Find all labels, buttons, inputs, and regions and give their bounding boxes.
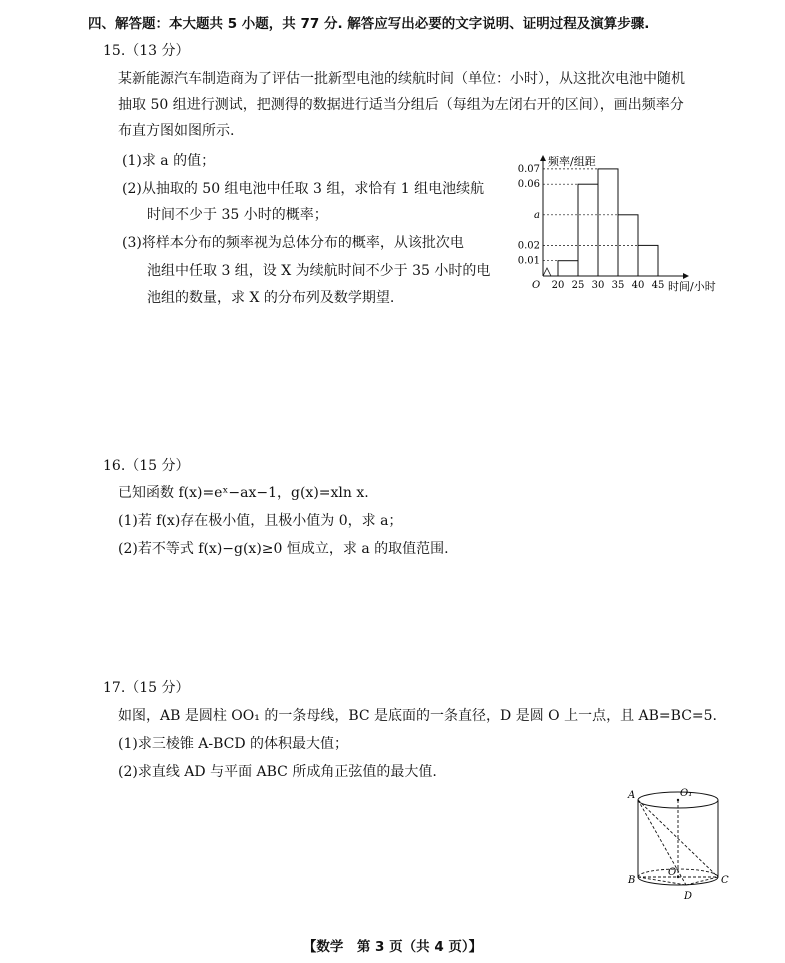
page-footer: 【数学 第 3 页（共 4 页）】 [302,939,483,955]
y-tick-label-4: 0.02 [517,240,540,252]
cylinder-figure [620,785,735,910]
origin-label: O [532,280,541,291]
label-c: C [721,875,729,886]
q15-part-3-line-1: (3)将样本分布的频率视为总体分布的概率，从该批次电 [122,235,464,251]
q15-part-2-line-2: 时间不少于 35 小时的概率； [147,207,328,223]
q17-number: 17.（15 分） [103,680,190,696]
y-tick-label-5: 0.01 [517,255,540,267]
q15-part-1: (1)求 a 的值； [122,153,216,169]
x-tick-label-6: 45 [651,280,665,291]
x-tick-label-5: 40 [631,280,645,291]
q15-intro-line-1: 某新能源汽车制造商为了评估一批新型电池的续航时间（单位：小时），从这批次电池中随机 [118,71,685,87]
y-tick-label-2: 0.06 [517,179,540,191]
x-tick-label-4: 35 [611,280,625,291]
label-a: A [628,790,636,801]
q17-part-1: (1)求三棱锥 A-BCD 的体积最大值； [118,736,349,752]
x-axis-label: 时间/小时 [668,280,716,293]
x-tick-label-3: 30 [591,280,605,291]
q15-number: 15.（13 分） [103,43,190,59]
q16-part-2: (2)若不等式 f(x)−g(x)≥0 恒成立，求 a 的取值范围. [118,541,449,557]
label-b: B [628,875,636,886]
q15-part-3-line-3: 池组的数量，求 X 的分布列及数学期望. [147,290,395,306]
y-tick-label-1: 0.07 [517,163,540,175]
q17-part-2: (2)求直线 AD 与平面 ABC 所成角正弦值的最大值. [118,764,437,780]
y-axis-label: 频率/组距 [548,155,596,168]
label-d: D [684,891,693,902]
frequency-histogram [510,150,732,295]
label-o1: O₁ [680,788,693,799]
q15-part-3-line-2: 池组中任取 3 组，设 X 为续航时间不少于 35 小时的电 [147,263,491,279]
x-tick-label-1: 20 [551,280,565,291]
q16-number: 16.（15 分） [103,458,190,474]
y-tick-label-3: a [534,209,540,221]
section-header: 四、解答题：本大题共 5 小题，共 77 分. 解答应写出必要的文字说明、证明过程及演算步骤. [88,16,650,32]
q17-stem: 如图，AB 是圆柱 OO₁ 的一条母线，BC 是底面的一条直径，D 是圆 O 上一点，且 AB=BC=5. [118,708,718,724]
q15-intro-line-2: 抽取 50 组进行测试，把测得的数据进行适当分组后（每组为左闭右开的区间），画出频率分 [118,97,684,113]
histogram-bar-5 [638,245,658,276]
histogram-bar-1 [558,261,578,276]
q15-intro-line-3: 布直方图如图所示. [118,123,235,139]
q16-stem: 已知函数 f(x)=eˣ−ax−1，g(x)=xln x. [118,485,369,501]
q16-part-1: (1)若 f(x)存在极小值，且极小值为 0，求 a； [118,513,403,529]
segment-ad [638,800,686,885]
segment-bd [638,877,686,885]
histogram-bar-3 [598,169,618,276]
histogram-bar-2 [578,184,598,276]
q15-part-2-line-1: (2)从抽取的 50 组电池中任取 3 组，求恰有 1 组电池续航 [122,181,485,197]
label-o: O [668,867,677,878]
x-tick-label-2: 25 [571,280,585,291]
